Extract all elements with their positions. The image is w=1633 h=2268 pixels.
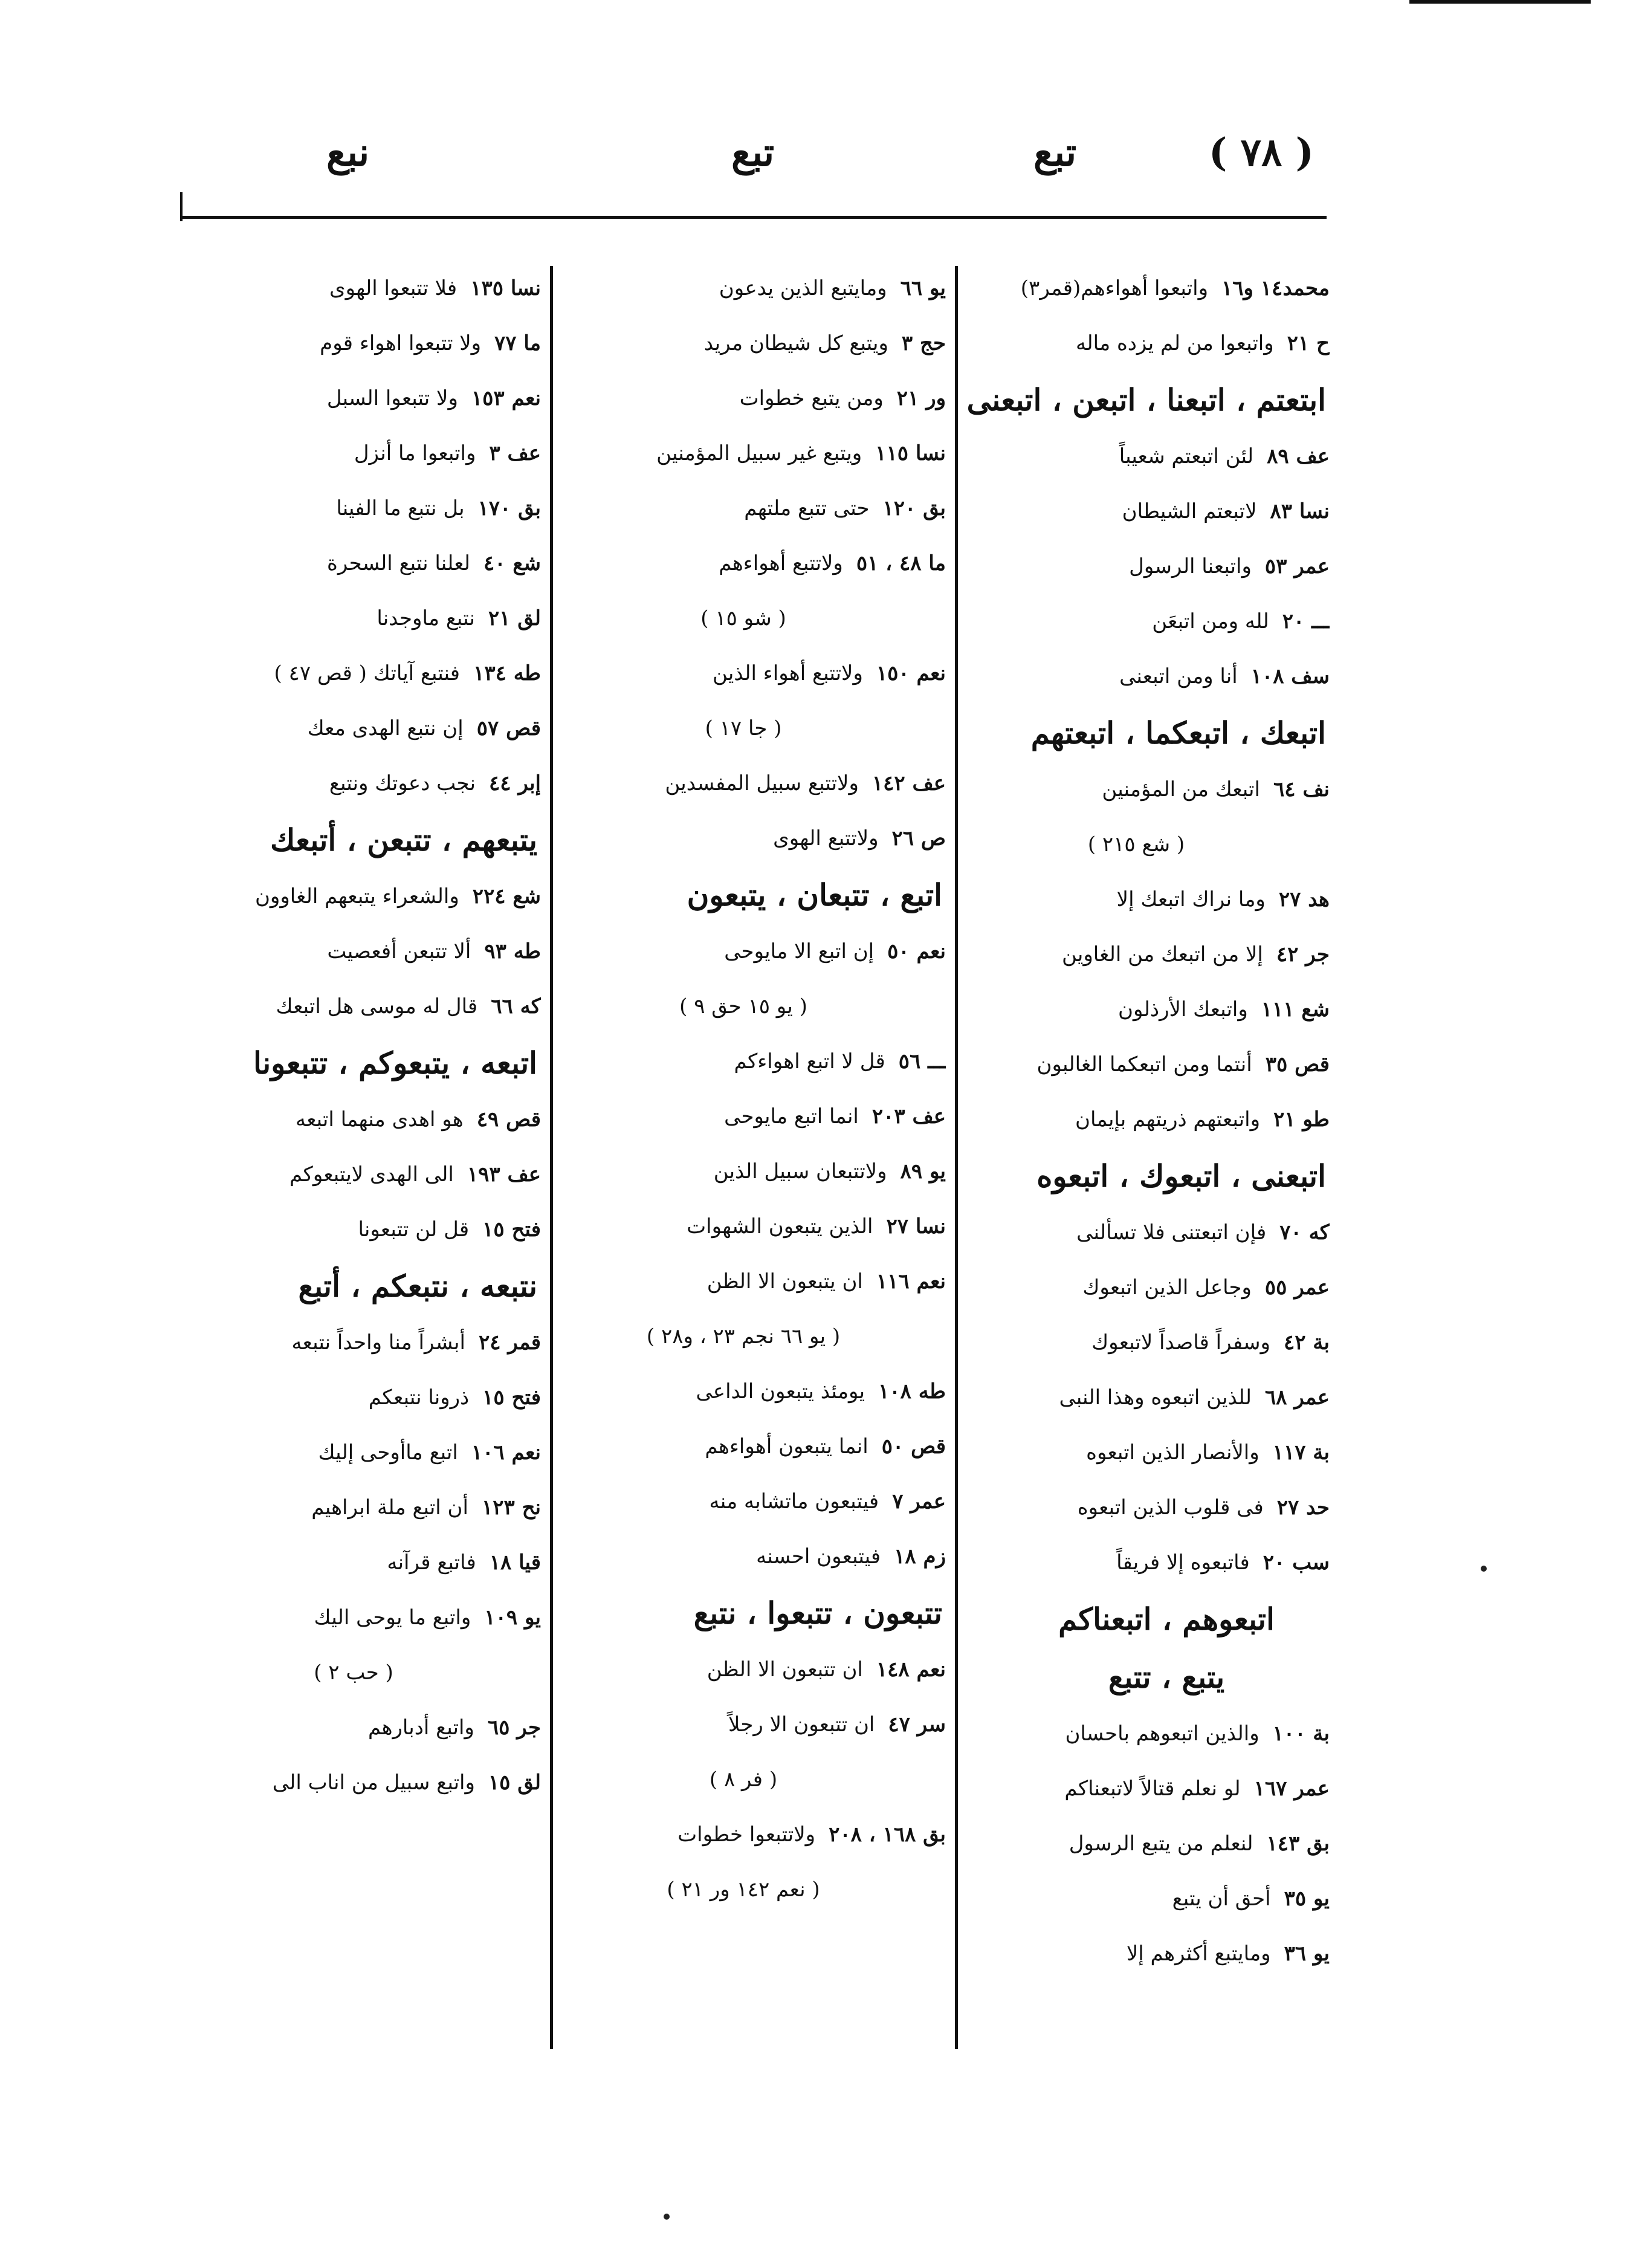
concordance-entry	[565, 1529, 946, 1584]
concordance-entry	[190, 1700, 541, 1755]
concordance-entry	[565, 1144, 946, 1199]
page-number: ( ٧٨ )	[1209, 130, 1314, 175]
verse-excerpt: أنتما ومن اتبعكما الغالبون	[1036, 1052, 1252, 1077]
verse-reference: عف ١٩٣	[467, 1162, 541, 1187]
concordance-entry	[190, 536, 541, 591]
verse-reference: ح ٢١	[1287, 331, 1330, 355]
verse-reference: حد ٢٧	[1276, 1495, 1330, 1520]
verse-excerpt: واتبعوا أهواءهم(قمر٣)	[1020, 276, 1208, 300]
verse-excerpt: إلا من اتبعك من الغاوين	[1062, 942, 1263, 967]
verse-reference: حج ٣	[901, 331, 946, 355]
header-keyword-left: نبع	[326, 130, 370, 175]
verse-reference: نسا ٨٣	[1270, 499, 1330, 523]
verse-reference: لق ١٥	[488, 1771, 541, 1795]
reference-continuation: ( شو ١٥ )	[700, 606, 786, 630]
concordance-entry	[190, 316, 541, 371]
verse-reference: يو ٣٥	[1284, 1887, 1330, 1911]
verse-reference: نعم ١١٦	[876, 1269, 946, 1294]
header-keyword-right: تبع	[1033, 130, 1077, 175]
verse-excerpt: وما نراك اتبعك إلا	[1116, 887, 1266, 912]
verse-excerpt: ان يتبعون الا الظن	[707, 1269, 863, 1294]
verse-excerpt: ذرونا نتبعكم	[368, 1385, 470, 1410]
page-header	[0, 124, 1633, 190]
verse-excerpt: لاتبعتم الشيطان	[1122, 499, 1257, 523]
verse-reference: فتح ١٥	[482, 1385, 541, 1410]
verse-reference: بق ١٦٨ ، ٢٠٨	[829, 1822, 946, 1847]
verse-excerpt: ولا تتبعوا اهواء قوم	[320, 331, 482, 355]
concordance-entry	[565, 261, 946, 316]
concordance-entry	[967, 649, 1330, 704]
verse-excerpt: الى الهدى لايتبعوكم	[289, 1162, 454, 1187]
verse-excerpt: يومئذ يتبعون الداعى	[696, 1379, 865, 1404]
verse-reference: يو ٦٦	[900, 276, 946, 300]
verse-excerpt: إن اتبع الا مايوحى	[724, 939, 875, 964]
concordance-entry	[190, 924, 541, 979]
verse-excerpt: والأنصار الذين اتبعوه	[1086, 1440, 1260, 1465]
verse-reference: يو ٨٩	[900, 1159, 946, 1184]
verse-reference: ما ٤٨ ، ٥١	[856, 551, 946, 575]
verse-reference: شع ٤٠	[483, 551, 541, 575]
concordance-entry	[190, 1425, 541, 1480]
concordance-entry	[190, 1202, 541, 1257]
concordance-entry	[565, 1419, 946, 1474]
verse-excerpt: قال له موسى هل اتبعك	[276, 994, 478, 1019]
verse-excerpt: قل لن تتبعونا	[358, 1217, 470, 1242]
concordance-entry	[190, 1092, 541, 1147]
verse-excerpt: فيتبعون ماتشابه منه	[709, 1489, 879, 1514]
entry-heading: يتبع ، تتبع	[1108, 1659, 1225, 1695]
verse-excerpt: ومايتبع أكثرهم إلا	[1126, 1942, 1271, 1966]
concordance-entry	[967, 1037, 1330, 1092]
verse-reference: نعم ١٥٠	[876, 661, 946, 685]
verse-reference: طه ١٣٤	[473, 661, 541, 685]
verse-reference: عمر ٧	[892, 1489, 946, 1514]
concordance-entry	[190, 701, 541, 756]
speck-mark	[1481, 1566, 1487, 1572]
entry-heading: ابتعتم ، اتبعنا ، اتبعن ، اتبعنى	[967, 382, 1326, 418]
verse-reference: كه ٦٦	[491, 994, 541, 1019]
verse-excerpt: ولاتتبع الهوى	[773, 826, 879, 850]
verse-excerpt: ألا تتبعن أفعصيت	[327, 939, 471, 964]
concordance-entry	[967, 1926, 1330, 1981]
verse-excerpt: لنعلم من يتبع الرسول	[1069, 1832, 1253, 1856]
concordance-entry	[967, 1260, 1330, 1315]
verse-reference: طه ٩٣	[484, 939, 541, 964]
verse-excerpt: أنا ومن اتبعنى	[1119, 664, 1238, 688]
concordance-entry	[967, 316, 1330, 371]
verse-reference: بة ٤٢	[1283, 1330, 1330, 1355]
verse-excerpt: قل لا اتبع اهواءكم	[734, 1049, 885, 1074]
verse-reference: يو ٣٦	[1284, 1942, 1330, 1966]
verse-excerpt: نجب دعوتك ونتبع	[329, 771, 476, 795]
verse-excerpt: للذين اتبعوه وهذا النبى	[1059, 1385, 1252, 1410]
concordance-entry	[190, 261, 541, 316]
concordance-entry	[565, 1642, 946, 1697]
verse-reference: بة ١٠٠	[1272, 1722, 1330, 1746]
verse-excerpt: وسفراً قاصداً لاتبعوك	[1091, 1330, 1270, 1355]
verse-excerpt: أن اتبع ملة ابراهيم	[311, 1495, 468, 1520]
verse-reference: جر ٦٥	[487, 1716, 541, 1740]
concordance-entry	[967, 1871, 1330, 1926]
verse-excerpt: فلا تتبعوا الهوى	[329, 276, 458, 300]
verse-excerpt: واتبعوا من لم يزده ماله	[1076, 331, 1274, 355]
concordance-entry	[565, 756, 946, 811]
concordance-entry	[967, 1761, 1330, 1816]
verse-reference: ص ٢٦	[891, 826, 946, 850]
verse-reference: ـــ ٢٠	[1282, 609, 1330, 633]
column-divider-left	[550, 266, 553, 2049]
concordance-entry	[967, 1315, 1330, 1370]
verse-reference: عف ٨٩	[1267, 444, 1330, 468]
verse-reference: قص ٤٩	[476, 1107, 541, 1132]
verse-reference: نح ١٢٣	[481, 1495, 541, 1520]
verse-excerpt: ولاتتبعوا خطوات	[677, 1822, 816, 1847]
verse-reference: عف ٢٠٣	[871, 1104, 946, 1129]
verse-reference: ما ٧٧	[494, 331, 541, 355]
verse-reference: قص ٥٧	[476, 716, 541, 740]
concordance-entry	[967, 1535, 1330, 1590]
verse-excerpt: فاتبعوه إلا فريقاً	[1116, 1550, 1250, 1575]
column-left	[190, 261, 541, 2062]
verse-excerpt: نتبع ماوجدنا	[377, 606, 475, 630]
verse-reference: ـــ ٥٦	[898, 1049, 946, 1074]
concordance-entry	[565, 481, 946, 536]
verse-reference: قيا ١٨	[489, 1550, 541, 1575]
verse-excerpt: والذين اتبعوهم باحسان	[1065, 1722, 1260, 1746]
verse-reference: عف ١٤٢	[871, 771, 946, 795]
verse-excerpt: فإن اتبعتنى فلا تسألنى	[1076, 1220, 1267, 1245]
concordance-entry	[190, 1315, 541, 1370]
concordance-entry	[190, 979, 541, 1034]
speck-mark	[664, 2214, 670, 2220]
column-middle	[565, 261, 946, 2062]
verse-excerpt: ولا تتبعوا السبل	[326, 386, 458, 410]
verse-excerpt: ولاتتبع أهواء الذين	[712, 661, 863, 685]
concordance-entry	[565, 1474, 946, 1529]
verse-reference: بق ١٤٣	[1266, 1832, 1330, 1856]
concordance-entry	[565, 1199, 946, 1254]
entry-heading: اتبعه ، يتبعوكم ، تتبعونا	[253, 1045, 537, 1081]
concordance-entry	[190, 481, 541, 536]
concordance-entry	[565, 1364, 946, 1419]
concordance-entry	[565, 316, 946, 371]
verse-excerpt: ويتبع غير سبيل المؤمنين	[656, 441, 862, 465]
verse-excerpt: انما يتبعون أهواءهم	[705, 1434, 868, 1459]
concordance-entry	[190, 1147, 541, 1202]
concordance-entry	[565, 1089, 946, 1144]
verse-excerpt: لئن اتبعتم شعيباً	[1119, 444, 1254, 468]
verse-reference: يو ١٠٩	[484, 1605, 541, 1630]
verse-reference: إبر ٤٤	[488, 771, 541, 795]
verse-excerpt: ولاتتبع أهواءهم	[719, 551, 843, 575]
verse-reference: لق ٢١	[488, 606, 541, 630]
verse-excerpt: وجاعل الذين اتبعوك	[1082, 1275, 1252, 1300]
concordance-entry	[565, 1254, 946, 1309]
concordance-entry	[565, 811, 946, 866]
verse-excerpt: واتبعوا ما أنزل	[354, 441, 476, 465]
verse-reference: عمر ١٦٧	[1253, 1777, 1330, 1801]
verse-reference: عمر ٥٣	[1264, 554, 1330, 578]
concordance-entry	[565, 536, 946, 591]
verse-excerpt: واتبع سبيل من اناب الى	[272, 1771, 475, 1795]
concordance-entry	[967, 872, 1330, 927]
verse-reference: بق ١٢٠	[882, 496, 946, 520]
reference-continuation: ( فر ٨ )	[709, 1767, 778, 1792]
concordance-entry	[967, 594, 1330, 649]
verse-excerpt: ان تتبعون الا رجلاً	[728, 1712, 875, 1737]
verse-reference: شع ١١١	[1261, 997, 1330, 1022]
verse-excerpt: ولاتتبعان سبيل الذين	[713, 1159, 887, 1184]
concordance-entry	[967, 539, 1330, 594]
verse-excerpt: فى قلوب الذين اتبعوه	[1077, 1495, 1264, 1520]
concordance-entry	[967, 927, 1330, 982]
entry-heading: اتبعك ، اتبعكما ، اتبعتهم	[1030, 715, 1326, 751]
reference-continuation: ( يو ١٥ حق ٩ )	[679, 994, 807, 1019]
verse-excerpt: ويتبع كل شيطان مريد	[703, 331, 888, 355]
verse-excerpt: فنتبع آياتك ( قص ٤٧ )	[274, 661, 461, 685]
verse-excerpt: لله ومن اتبعَن	[1152, 609, 1269, 633]
verse-excerpt: واتبعك الأرذلون	[1118, 997, 1248, 1022]
verse-reference: نعم ٥٠	[887, 939, 946, 964]
verse-reference: عف ٣	[489, 441, 541, 465]
verse-reference: بة ١١٧	[1272, 1440, 1330, 1465]
verse-reference: سب ٢٠	[1263, 1550, 1330, 1575]
concordance-entry	[967, 1092, 1330, 1147]
concordance-entry	[565, 1034, 946, 1089]
verse-excerpt: ومايتبع الذين يدعون	[719, 276, 887, 300]
top-edge-line	[1409, 0, 1591, 4]
concordance-entry	[190, 591, 541, 646]
concordance-entry	[967, 1370, 1330, 1425]
concordance-entry	[565, 646, 946, 701]
verse-excerpt: واتبعنا الرسول	[1129, 554, 1252, 578]
concordance-entry	[967, 429, 1330, 484]
entry-heading: اتبع ، تتبعان ، يتبعون	[687, 877, 942, 913]
concordance-entry	[967, 762, 1330, 817]
verse-reference: فتح ١٥	[482, 1217, 541, 1242]
verse-reference: محمد١٤ و١٦	[1221, 276, 1330, 300]
verse-reference: زم ١٨	[894, 1544, 946, 1569]
header-keyword-middle: تبع	[731, 130, 775, 175]
verse-reference: قص ٣٥	[1265, 1052, 1330, 1077]
concordance-entry	[967, 1706, 1330, 1761]
verse-excerpt: ومن يتبع خطوات	[739, 386, 884, 410]
verse-excerpt: حتى تتبع ملتهم	[744, 496, 870, 520]
verse-reference: عمر ٦٨	[1264, 1385, 1330, 1410]
verse-excerpt: أحق أن يتبع	[1172, 1887, 1271, 1911]
verse-reference: قمر ٢٤	[478, 1330, 541, 1355]
verse-reference: عمر ٥٥	[1264, 1275, 1330, 1300]
concordance-entry	[190, 426, 541, 481]
verse-reference: نسا ١٣٥	[470, 276, 541, 300]
entry-heading: نتبعه ، نتبعكم ، أتبع	[298, 1268, 537, 1304]
verse-reference: جر ٤٢	[1276, 942, 1330, 967]
verse-reference: نف ٦٤	[1273, 777, 1330, 802]
verse-reference: هد ٢٧	[1278, 887, 1330, 912]
concordance-entry	[967, 1425, 1330, 1480]
verse-excerpt: فيتبعون احسنه	[756, 1544, 881, 1569]
entry-heading: يتبعهم ، تتبعن ، أتبعك	[270, 822, 537, 858]
entry-heading: اتبعنى ، اتبعوك ، اتبعوه	[1036, 1158, 1326, 1194]
concordance-entry	[967, 982, 1330, 1037]
concordance-entry	[565, 1697, 946, 1752]
verse-excerpt: اتبع ماأوحى إليك	[318, 1440, 458, 1465]
verse-reference: قص ٥٠	[881, 1434, 946, 1459]
concordance-entry	[565, 1807, 946, 1862]
column-divider-right	[955, 266, 958, 2049]
entry-heading: تتبعون ، تتبعوا ، نتبع	[693, 1595, 942, 1631]
concordance-entry	[967, 1205, 1330, 1260]
verse-excerpt: واتبع أدبارهم	[367, 1716, 474, 1740]
verse-excerpt: لو نعلم قتالاً لاتبعناكم	[1064, 1777, 1241, 1801]
verse-reference: كه ٧٠	[1279, 1220, 1330, 1245]
verse-excerpt: ان تتبعون الا الظن	[707, 1657, 863, 1682]
verse-excerpt: فاتبع قرآنه	[387, 1550, 476, 1575]
verse-reference: نعم ١٤٨	[876, 1657, 946, 1682]
verse-reference: سف ١٠٨	[1250, 664, 1330, 688]
verse-excerpt: والشعراء يتبعهم الغاوون	[254, 884, 459, 909]
concordance-entry	[190, 1590, 541, 1645]
verse-excerpt: هو اهدى منهما اتبعه	[296, 1107, 464, 1132]
verse-reference: ور ٢١	[896, 386, 946, 410]
concordance-entry	[190, 1480, 541, 1535]
verse-reference: شع ٢٢٤	[472, 884, 541, 909]
concordance-entry	[190, 756, 541, 811]
concordance-entry	[565, 924, 946, 979]
verse-reference: طه ١٠٨	[878, 1379, 946, 1404]
verse-excerpt: الذين يتبعون الشهوات	[687, 1214, 873, 1239]
reference-continuation: ( حب ٢ )	[314, 1660, 393, 1685]
verse-reference: نعم ١٥٣	[471, 386, 541, 410]
verse-reference: نسا ١١٥	[875, 441, 946, 465]
verse-reference: بق ١٧٠	[477, 496, 541, 520]
concordance-entry	[190, 646, 541, 701]
verse-excerpt: أبشراً منا واحداً نتبعه	[291, 1330, 465, 1355]
concordance-entry	[190, 1535, 541, 1590]
verse-excerpt: انما اتبع مايوحى	[724, 1104, 859, 1129]
entry-heading: اتبعوهم ، اتبعناكم	[1058, 1601, 1275, 1637]
header-rule	[180, 216, 1327, 219]
verse-reference: طو ٢١	[1273, 1107, 1330, 1132]
concordance-entry	[565, 426, 946, 481]
concordance-entry	[967, 484, 1330, 539]
verse-reference: سر ٤٧	[888, 1712, 946, 1737]
verse-excerpt: واتبع ما يوحى اليك	[314, 1605, 471, 1630]
reference-continuation: ( نعم ١٤٢ ور ٢١ )	[667, 1878, 820, 1902]
concordance-entry	[967, 261, 1330, 316]
concordance-entry	[967, 1480, 1330, 1535]
verse-excerpt: بل نتبع ما الفينا	[336, 496, 465, 520]
verse-reference: نسا ٢٧	[886, 1214, 946, 1239]
concordance-entry	[190, 1370, 541, 1425]
verse-excerpt: لعلنا نتبع السحرة	[327, 551, 471, 575]
reference-continuation: ( شع ٢١٥ )	[1087, 832, 1185, 857]
reference-continuation: ( يو ٦٦ نجم ٢٣ ، و٢٨ )	[646, 1324, 841, 1349]
verse-reference: نعم ١٠٦	[471, 1440, 541, 1465]
concordance-entry	[190, 1755, 541, 1810]
verse-excerpt: ولاتتبع سبيل المفسدين	[665, 771, 859, 795]
concordance-entry	[967, 1816, 1330, 1871]
verse-excerpt: واتبعتهم ذريتهم بإيمان	[1075, 1107, 1260, 1132]
concordance-entry	[565, 371, 946, 426]
verse-excerpt: إن نتبع الهدى معك	[307, 716, 464, 740]
concordance-entry	[190, 371, 541, 426]
verse-excerpt: اتبعك من المؤمنين	[1102, 777, 1260, 802]
concordance-entry	[190, 869, 541, 924]
column-right	[967, 261, 1330, 2062]
reference-continuation: ( جا ١٧ )	[705, 716, 782, 740]
